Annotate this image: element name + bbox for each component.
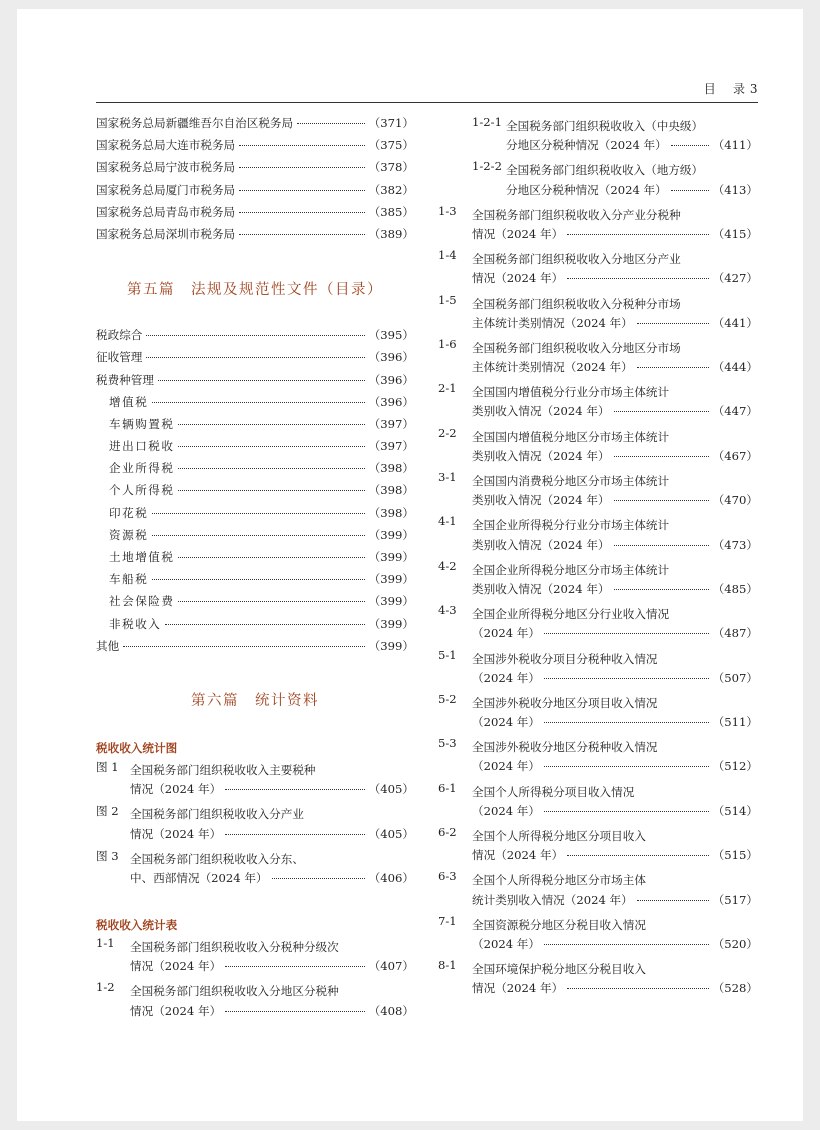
toc-page-number: （389） [368, 226, 414, 241]
toc-page-number: （398） [368, 461, 414, 476]
toc-page-number: （447） [712, 404, 758, 419]
toc-entry-number: 1-6 [438, 336, 457, 351]
toc-entry[interactable] [96, 460, 414, 482]
toc-page-number: （413） [712, 182, 758, 197]
toc-entry-line2-row [472, 803, 758, 825]
toc-entry-line1: 全国环境保护税分地区分税目收入 [472, 962, 646, 977]
toc-entry-line1: 全国税务部门组织税收收入主要税种 [130, 762, 316, 777]
toc-entry-number: 1-4 [438, 248, 457, 263]
left-column [96, 115, 414, 1025]
toc-entry-number: 1-2-1 [472, 115, 502, 129]
dot-leader [637, 323, 709, 324]
toc-entry-label: 个人所得税 [109, 483, 175, 498]
dot-leader [671, 190, 709, 191]
toc-entry-body [472, 381, 758, 425]
toc-page-number: （395） [368, 328, 414, 343]
dot-leader [614, 411, 709, 412]
dot-leader [178, 446, 364, 447]
toc-entry-number: 2-2 [438, 425, 457, 440]
toc-entry[interactable] [96, 204, 414, 226]
toc-entry-label: 进出口税收 [109, 439, 175, 454]
toc-entry-body [472, 337, 758, 381]
toc-entry-line2-row [472, 670, 758, 692]
dot-leader [239, 212, 365, 213]
dot-leader [272, 878, 365, 879]
dot-leader [544, 633, 709, 634]
toc-entry-body [130, 803, 414, 847]
toc-entry-line1: 全国税务部门组织税收收入分税种分市场 [472, 296, 681, 311]
toc-page-number: （399） [368, 616, 414, 631]
toc-entry-line1: 全国涉外税收分地区分项目收入情况 [472, 695, 658, 710]
toc-entry-line2: 分地区分税种情况（2024 年） [506, 138, 667, 153]
dot-leader [158, 380, 365, 381]
dot-leader [178, 468, 364, 469]
toc-entry-line2-row [130, 1003, 414, 1025]
dot-leader [567, 988, 709, 989]
toc-entry-label: 资源税 [109, 527, 149, 542]
toc-entry-line2: 情况（2024 年） [130, 782, 222, 797]
toc-entry-line2: 类别收入情况（2024 年） [472, 493, 610, 508]
toc-page-number: （470） [712, 493, 758, 508]
dot-leader [178, 424, 364, 425]
toc-entry-label: 国家税务总局青岛市税务局 [96, 204, 236, 219]
dot-leader [225, 966, 365, 967]
toc-entry-label: 企业所得税 [109, 461, 175, 476]
toc-page-number: （399） [368, 550, 414, 564]
toc-entry[interactable] [96, 416, 414, 438]
toc-page-number: （467） [712, 448, 758, 463]
toc-entry-line1: 全国税务部门组织税收收入（中央级） [506, 119, 704, 133]
toc-entry-line2: （2024 年） [472, 759, 540, 774]
toc-entry-body [130, 936, 414, 980]
toc-entry[interactable] [438, 381, 758, 425]
dot-leader [637, 900, 709, 901]
dot-leader [567, 234, 709, 235]
toc-entry[interactable] [96, 571, 414, 593]
toc-page-number: （406） [368, 870, 414, 885]
toc-entry-label: 非税收入 [109, 616, 162, 631]
toc-page-number: （512） [712, 759, 758, 774]
dot-leader [225, 834, 365, 835]
toc-entry-label: 车船税 [109, 572, 149, 587]
toc-entry-line2: 分地区分税种情况（2024 年） [506, 182, 667, 197]
toc-page-number: （427） [712, 271, 758, 286]
toc-entry-body [472, 869, 758, 913]
toc-page-number: （399） [368, 638, 414, 653]
toc-entry-line1: 全国个人所得税分项目收入情况 [472, 784, 635, 799]
toc-entry-line1: 全国税务部门组织税收收入分地区分税种 [130, 984, 339, 999]
toc-page-number: （385） [368, 204, 414, 219]
toc-entry[interactable] [438, 648, 758, 692]
dot-leader [146, 335, 364, 336]
toc-page-number: （405） [368, 782, 414, 797]
part5-title: 第五篇 法规及规范性文件（目录） [127, 282, 383, 299]
toc-entry-number: 1-5 [438, 292, 457, 307]
toc-entry[interactable] [438, 914, 758, 958]
toc-entry-number: 6-3 [438, 869, 457, 884]
right-column [438, 115, 758, 1003]
toc-entry-label: 国家税务总局厦门市税务局 [96, 182, 236, 197]
dot-leader [567, 278, 709, 279]
toc-page-number: （382） [368, 182, 414, 197]
toc-entry-line2: 情况（2024 年） [130, 959, 222, 974]
toc-entry-line1: 全国资源税分地区分税目收入情况 [472, 917, 646, 932]
toc-entry-line1: 全国涉外税收分项目分税种收入情况 [472, 651, 658, 666]
toc-entry-body [472, 825, 758, 869]
toc-entry-line2: 主体统计类别情况（2024 年） [472, 360, 633, 375]
toc-page-number: （399） [368, 527, 414, 542]
toc-entry[interactable] [96, 438, 414, 460]
toc-page-number: （378） [368, 160, 414, 175]
toc-entry-body [472, 470, 758, 514]
part5-list [96, 327, 414, 660]
dot-leader [614, 545, 709, 546]
toc-entry[interactable] [438, 736, 758, 780]
toc-entry-number: 1-2 [96, 980, 115, 995]
dot-leader [671, 145, 709, 146]
toc-entry-number: 4-2 [438, 558, 457, 573]
right-sub-list [438, 115, 758, 204]
dot-leader [165, 624, 364, 625]
dot-leader [152, 402, 364, 403]
toc-entry[interactable] [438, 958, 758, 1002]
toc-entry-number: 7-1 [438, 913, 457, 928]
dot-leader [239, 167, 365, 168]
toc-entry-label: 增值税 [109, 394, 149, 409]
dot-leader [297, 123, 365, 124]
dot-leader [239, 145, 365, 146]
toc-entry[interactable] [96, 482, 414, 504]
dot-leader [614, 589, 709, 590]
toc-entry-line1: 全国企业所得税分地区分市场主体统计 [472, 562, 670, 577]
toc-entry[interactable] [438, 869, 758, 913]
charts-heading: 税收收入统计图 [96, 740, 178, 755]
toc-entry[interactable] [438, 603, 758, 647]
toc-page-number: （520） [712, 936, 758, 951]
toc-entry-body [472, 204, 758, 248]
toc-entry-body [472, 293, 758, 337]
toc-entry[interactable] [96, 980, 414, 1024]
dot-leader [123, 646, 364, 647]
toc-entry-number: 5-2 [438, 691, 457, 706]
toc-entry-line2: 类别收入情况（2024 年） [472, 537, 610, 552]
toc-page-number: （514） [712, 803, 758, 818]
toc-entry-number: 1-2-2 [472, 159, 502, 174]
toc-entry-line2-row [130, 781, 414, 803]
toc-entry-label: 社会保险费 [109, 594, 175, 609]
toc-entry[interactable] [438, 248, 758, 292]
toc-entry-line2: （2024 年） [472, 626, 540, 641]
dot-leader [544, 678, 709, 679]
toc-entry[interactable] [438, 337, 758, 381]
toc-entry-line2-row [472, 847, 758, 869]
toc-entry-line2-row [472, 758, 758, 780]
page-header [96, 80, 758, 103]
toc-entry-body [472, 514, 758, 558]
toc-entry-body [472, 692, 758, 736]
dot-leader [637, 367, 709, 368]
toc-entry-line2: （2024 年） [472, 803, 540, 818]
toc-entry-number: 3-1 [438, 470, 457, 484]
toc-entry[interactable] [438, 293, 758, 337]
left-table-list [96, 936, 414, 1025]
toc-entry[interactable] [96, 936, 414, 980]
toc-entry-line1: 全国国内增值税分行业分市场主体统计 [472, 385, 670, 400]
dot-leader [614, 456, 709, 457]
dot-leader [544, 811, 709, 812]
dot-leader [544, 766, 709, 767]
chart-list [96, 759, 414, 892]
toc-page-number: （397） [368, 439, 414, 454]
toc-page-number: （375） [368, 138, 414, 153]
toc-entry-line2-row [472, 270, 758, 292]
toc-entry-line2-row [130, 958, 414, 980]
toc-entry[interactable] [438, 470, 758, 514]
toc-entry-line2: 类别收入情况（2024 年） [472, 581, 610, 596]
toc-entry[interactable] [96, 137, 414, 159]
toc-entry-number: 2-1 [438, 381, 457, 396]
toc-entry-line1: 全国个人所得税分地区分市场主体 [472, 873, 646, 888]
toc-entry-body [472, 781, 758, 825]
toc-entry-number: 8-1 [438, 958, 457, 973]
toc-entry-line2: 统计类别收入情况（2024 年） [472, 892, 633, 907]
toc-entry-number: 4-1 [438, 514, 457, 529]
toc-entry-line1: 全国国内消费税分地区分市场主体统计 [472, 474, 670, 488]
toc-page-number: （415） [712, 226, 758, 241]
toc-entry-body [472, 248, 758, 292]
toc-entry[interactable] [438, 426, 758, 470]
toc-page-number: （371） [368, 116, 414, 130]
toc-page-number: （398） [368, 483, 414, 498]
toc-entry-line2-row [472, 892, 758, 914]
toc-entry-line1: 全国涉外税收分地区分税种收入情况 [472, 740, 658, 755]
toc-entry-label: 其他 [96, 638, 120, 653]
toc-entry-body [506, 115, 758, 159]
toc-entry-line2-row [472, 448, 758, 470]
toc-page-number: （396） [368, 350, 414, 365]
toc-page-number: （517） [712, 892, 758, 907]
toc-entry-label: 征收管理 [96, 350, 143, 365]
toc-page-number: （441） [712, 315, 758, 330]
toc-entry-line2-row [472, 359, 758, 381]
toc-entry-line2: 主体统计类别情况（2024 年） [472, 315, 633, 330]
dot-leader [225, 1011, 365, 1012]
toc-entry[interactable] [438, 204, 758, 248]
toc-entry[interactable] [96, 372, 414, 394]
toc-page-number: （398） [368, 505, 414, 520]
toc-entry-line1: 全国国内增值税分地区分市场主体统计 [472, 429, 670, 444]
dot-leader [544, 944, 709, 945]
toc-entry-line2: 情况（2024 年） [472, 226, 564, 241]
toc-entry-line2: 类别收入情况（2024 年） [472, 404, 610, 419]
toc-entry[interactable] [96, 638, 414, 660]
toc-entry-line2-row [472, 714, 758, 736]
dot-leader [178, 490, 364, 491]
toc-page-number: （396） [368, 372, 414, 387]
toc-entry-label: 印花税 [109, 505, 149, 520]
toc-entry-line1: 全国个人所得税分地区分项目收入 [472, 829, 646, 843]
toc-entry-line2-row [472, 492, 758, 514]
toc-page-number: （444） [712, 360, 758, 375]
toc-entry[interactable] [96, 593, 414, 615]
dot-leader [178, 557, 364, 558]
toc-entry[interactable] [438, 559, 758, 603]
toc-entry-line2-row [472, 403, 758, 425]
toc-entry-line2-row [130, 870, 414, 892]
toc-entry-line2: （2024 年） [472, 670, 540, 685]
toc-entry[interactable] [438, 514, 758, 558]
toc-entry[interactable] [96, 327, 414, 349]
dot-leader [544, 722, 709, 723]
toc-entry-line2: 情况（2024 年） [472, 271, 564, 286]
toc-entry[interactable] [96, 159, 414, 181]
toc-page-number: （405） [368, 826, 414, 841]
dot-leader [239, 190, 365, 191]
toc-entry-label: 国家税务总局深圳市税务局 [96, 226, 236, 241]
toc-entry-line1: 全国企业所得税分行业分市场主体统计 [472, 518, 670, 533]
toc-entry-label: 国家税务总局宁波市税务局 [96, 160, 236, 175]
toc-entry-body [472, 914, 758, 958]
toc-entry-number: 6-1 [438, 780, 457, 795]
toc-entry-line1: 全国税务部门组织税收收入（地方级） [506, 163, 704, 178]
toc-entry-line2-row [472, 581, 758, 603]
toc-entry-line1: 全国税务部门组织税收收入分产业分税种 [472, 207, 681, 222]
dot-leader [614, 500, 709, 501]
toc-entry-number: 5-1 [438, 647, 457, 662]
toc-entry[interactable] [96, 616, 414, 638]
toc-entry-body [472, 958, 758, 1002]
dot-leader [152, 535, 364, 536]
toc-entry[interactable] [96, 349, 414, 371]
toc-entry-line2-row [506, 137, 758, 159]
toc-entry[interactable] [472, 159, 758, 203]
toc-entry-line2-row [130, 826, 414, 848]
dot-leader [146, 357, 364, 358]
toc-entry-line1: 全国税务部门组织税收收入分东、 [130, 851, 304, 866]
toc-entry-line2: 中、西部情况（2024 年） [130, 870, 268, 885]
toc-entry-line1: 全国税务部门组织税收收入分地区分产业 [472, 252, 681, 267]
toc-entry-line2-row [472, 936, 758, 958]
toc-entry-number: 4-3 [438, 603, 457, 618]
toc-entry-number: 1-1 [96, 936, 115, 951]
toc-entry[interactable] [96, 226, 414, 248]
toc-entry-line2-row [472, 625, 758, 647]
toc-entry[interactable] [96, 803, 414, 847]
toc-entry-number: 图 3 [96, 848, 119, 863]
toc-entry-line2-row [506, 182, 758, 204]
bureau-list [96, 115, 414, 248]
toc-page-number: （397） [368, 416, 414, 431]
toc-entry-body [472, 559, 758, 603]
toc-page-number: （399） [368, 572, 414, 587]
dot-leader [178, 601, 364, 602]
toc-entry[interactable] [438, 825, 758, 869]
toc-entry-line2: 情况（2024 年） [130, 1003, 222, 1018]
toc-entry-body [472, 648, 758, 692]
toc-entry[interactable] [96, 848, 414, 892]
toc-page-number: （487） [712, 626, 758, 641]
toc-page-number: （399） [368, 594, 414, 609]
toc-entry-line1: 全国税务部门组织税收收入分税种分级次 [130, 940, 339, 955]
toc-entry[interactable] [438, 781, 758, 825]
toc-entry-label: 税政综合 [96, 328, 143, 343]
toc-entry-line2: （2024 年） [472, 936, 540, 951]
toc-page-number: （507） [712, 670, 758, 685]
toc-entry-number: 6-2 [438, 825, 457, 839]
toc-entry-body [506, 159, 758, 203]
toc-entry-label: 国家税务总局大连市税务局 [96, 138, 236, 153]
toc-entry-line2: 类别收入情况（2024 年） [472, 448, 610, 463]
toc-page-number: （515） [712, 848, 758, 863]
part6-title: 第六篇 统计资料 [191, 692, 319, 709]
toc-page-number: （407） [368, 959, 414, 974]
toc-page-number: （396） [368, 394, 414, 409]
toc-entry-line1: 全国税务部门组织税收收入分产业 [130, 807, 304, 822]
toc-entry-number: 图 2 [96, 804, 119, 819]
toc-entry-label: 税费种管理 [96, 372, 154, 387]
toc-entry-body [130, 980, 414, 1024]
toc-entry-line1: 全国税务部门组织税收收入分地区分市场 [472, 340, 681, 355]
toc-entry-label: 车辆购置税 [109, 416, 175, 431]
toc-page-number: （408） [368, 1003, 414, 1018]
toc-page-number: （473） [712, 537, 758, 552]
dot-leader [567, 855, 709, 856]
toc-entry[interactable] [96, 505, 414, 527]
toc-entry-label: 土地增值税 [109, 550, 175, 564]
toc-entry-number: 图 1 [96, 759, 119, 774]
toc-entry[interactable] [96, 115, 414, 137]
toc-entry-line1: 全国企业所得税分地区分行业收入情况 [472, 607, 670, 622]
toc-entry-line2-row [472, 537, 758, 559]
toc-entry-body [130, 848, 414, 892]
toc-entry-body [472, 603, 758, 647]
toc-entry-line2-row [472, 315, 758, 337]
dot-leader [152, 579, 364, 580]
toc-entry-number: 5-3 [438, 736, 457, 751]
toc-entry-line2-row [472, 980, 758, 1002]
toc-entry[interactable] [438, 692, 758, 736]
right-table-list [438, 204, 758, 1003]
toc-entry[interactable] [472, 115, 758, 159]
toc-entry-body [472, 426, 758, 470]
header-title: 目 录 3 [703, 82, 758, 96]
toc-page-number: （528） [712, 981, 758, 996]
toc-entry-body [130, 759, 414, 803]
dot-leader [239, 234, 365, 235]
toc-entry[interactable] [96, 182, 414, 204]
dot-leader [152, 513, 364, 514]
toc-entry-line2: 情况（2024 年） [472, 848, 564, 863]
toc-entry[interactable] [96, 549, 414, 571]
toc-page-number: （411） [712, 138, 758, 153]
toc-entry-number: 1-3 [438, 203, 457, 218]
toc-entry[interactable] [96, 527, 414, 549]
toc-page-number: （511） [712, 715, 758, 730]
toc-entry-line2-row [472, 226, 758, 248]
toc-entry-line2: （2024 年） [472, 715, 540, 730]
toc-page-number: （485） [712, 581, 758, 596]
toc-entry-line2: 情况（2024 年） [472, 981, 564, 996]
toc-entry[interactable] [96, 759, 414, 803]
toc-entry-line2: 情况（2024 年） [130, 826, 222, 841]
toc-entry-label: 国家税务总局新疆维吾尔自治区税务局 [96, 116, 294, 130]
toc-entry[interactable] [96, 394, 414, 416]
dot-leader [225, 789, 365, 790]
tables-heading: 税收收入统计表 [96, 918, 178, 933]
toc-entry-body [472, 736, 758, 780]
